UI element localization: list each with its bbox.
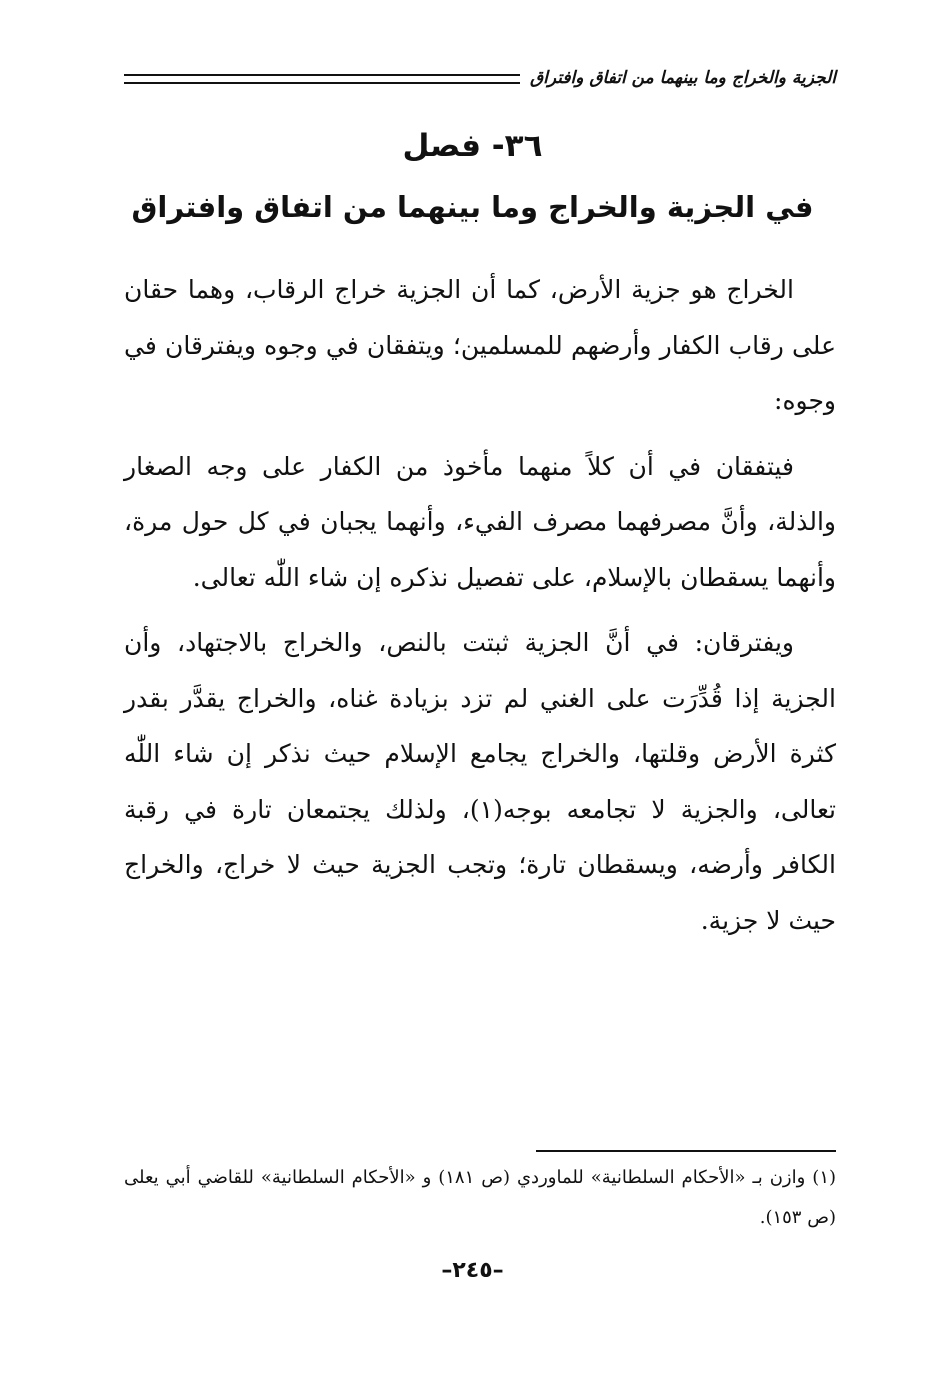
- running-header: [124, 62, 836, 94]
- chapter-title: في الجزية والخراج وما بينهما من اتفاق وافتراق: [131, 190, 814, 224]
- running-header-title: الجزية والخراج وما بينهما من اتفاق وافتراق: [529, 68, 836, 88]
- paragraph: ويفترقان: في أنَّ الجزية ثبتت بالنص، والخراج بالاجتهاد، وأن الجزية إذا قُدِّرَت على الغني لم تزد بزيادة غناه، والخراج يقدَّر بقدر كثرة الأرض وقلتها، والخراج يجامع الإسلام حيث نذكر إن شاء اللّٰه تعالى، والجزية لا تجامعه بوجه(١)، ولذلك يجتمعان تارة في رقبة الكافر وأرضه، ويسقطان تارة؛ وتجب الجزية حيث لا خراج، والخراج حيث لا جزية.: [124, 628, 836, 935]
- header-double-rule: [124, 74, 520, 84]
- chapter-number: ٣٦- فصل: [402, 128, 543, 164]
- body-text: [124, 262, 836, 958]
- page-number: –٢٤٥–: [441, 1258, 504, 1283]
- paragraph: فيتفقان في أن كلاً منهما مأخوذ من الكفار على وجه الصغار والذلة، وأنَّ مصرفهما مصرف الفيء، وأنهما يجبان في كل حول مرة، وأنهما يسقطان بالإسلام، على تفصيل نذكره إن شاء اللّٰه تعالى.: [124, 451, 836, 592]
- paragraph: الخراج هو جزية الأرض، كما أن الجزية خراج الرقاب، وهما حقان على رقاب الكفار وأرضهم للمسلمين؛ ويتفقان في وجوه ويفترقان في وجوه:: [124, 275, 836, 415]
- footnote-separator: [536, 1150, 836, 1152]
- footnote: (١) وازن بـ «الأحكام السلطانية» للماوردي (ص ١٨١) و «الأحكام السلطانية» للقاضي أبي يعلى (ص ١٥٣).: [124, 1167, 837, 1228]
